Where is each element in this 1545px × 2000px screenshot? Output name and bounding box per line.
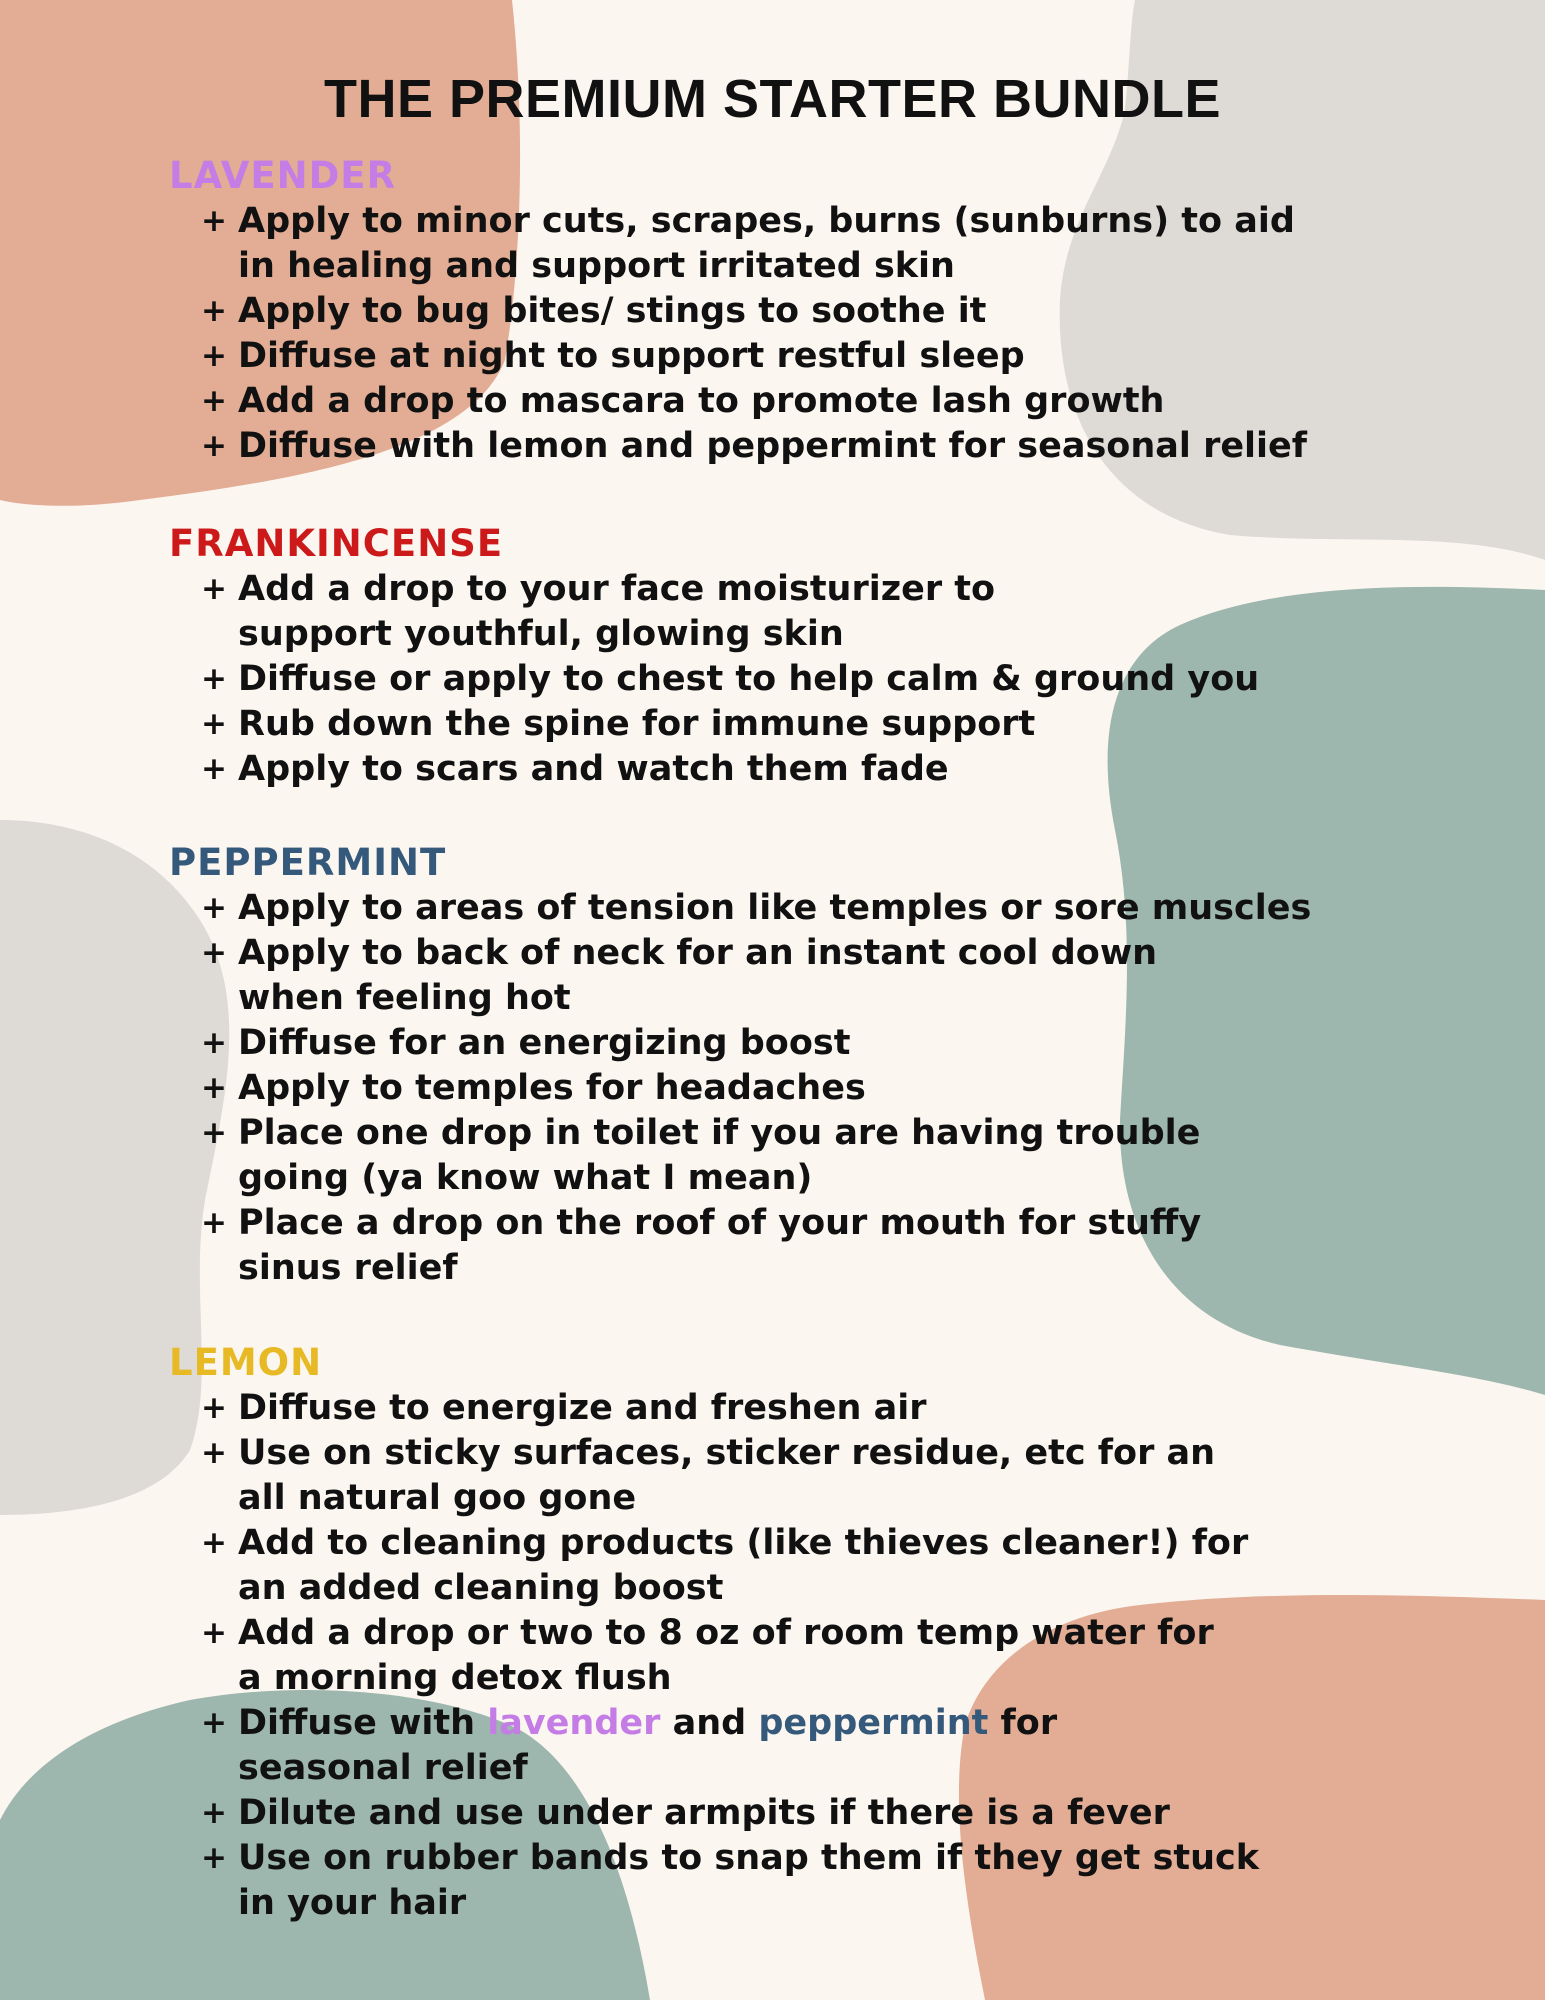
list-item [169, 1066, 1469, 1111]
plus-bullet-icon: + [201, 661, 227, 697]
plus-bullet-icon: + [201, 338, 227, 374]
item-line: Diffuse with lemon and peppermint for seasonal relief [238, 426, 1308, 466]
item-line [238, 1701, 1469, 1746]
item-line: Diffuse to energize and freshen air [238, 1388, 927, 1428]
plus-bullet-icon: + [201, 1705, 227, 1741]
plus-bullet-icon: + [201, 1615, 227, 1651]
text-segment: and [660, 1703, 759, 1743]
item-line: support youthful, glowing skin [238, 614, 844, 654]
section-heading-peppermint: PEPPERMINT [169, 841, 447, 884]
list-item [169, 289, 1469, 334]
list-item [169, 1111, 1469, 1201]
item-line: Dilute and use under armpits if there is a fever [238, 1793, 1170, 1833]
plus-bullet-icon: + [201, 1070, 227, 1106]
plus-bullet-icon: + [201, 890, 227, 926]
item-line: Place one drop in toilet if you are having trouble [238, 1113, 1201, 1153]
item-line: a morning detox flush [238, 1658, 672, 1698]
text-segment: seasonal relief [238, 1748, 528, 1788]
section-heading-lemon: LEMON [169, 1341, 323, 1384]
plus-bullet-icon: + [201, 1205, 227, 1241]
item-line: Use on rubber bands to snap them if they get stuck [238, 1838, 1260, 1878]
item-line: Diffuse for an energizing boost [238, 1023, 851, 1063]
plus-bullet-icon: + [201, 1795, 227, 1831]
list-item [169, 1701, 1469, 1791]
section-peppermint [169, 840, 1469, 1291]
item-line: Diffuse at night to support restful sleep [238, 336, 1025, 376]
list-item [169, 747, 1469, 792]
item-line: sinus relief [238, 1248, 458, 1288]
section-lavender [169, 153, 1469, 469]
list-item [169, 199, 1469, 289]
list-item [169, 424, 1469, 469]
item-list [169, 1386, 1469, 1926]
plus-bullet-icon: + [201, 203, 227, 239]
list-item [169, 334, 1469, 379]
item-line: Apply to back of neck for an instant cool down [238, 933, 1158, 973]
plus-bullet-icon: + [201, 1525, 227, 1561]
text-segment: for [988, 1703, 1058, 1743]
item-line: an added cleaning boost [238, 1568, 724, 1608]
list-item [169, 1611, 1469, 1701]
item-line: Apply to scars and watch them fade [238, 749, 949, 789]
list-item [169, 1431, 1469, 1521]
item-line: when feeling hot [238, 978, 571, 1018]
plus-bullet-icon: + [201, 293, 227, 329]
highlight-lavender: lavender [487, 1703, 661, 1743]
item-line: Place a drop on the roof of your mouth for stuffy [238, 1203, 1202, 1243]
item-line: Apply to temples for headaches [238, 1068, 866, 1108]
list-item [169, 1201, 1469, 1291]
item-list [169, 199, 1469, 469]
section-frankincense [169, 521, 1469, 792]
list-item [169, 657, 1469, 702]
plus-bullet-icon: + [201, 1115, 227, 1151]
item-line: Add a drop or two to 8 oz of room temp water for [238, 1613, 1214, 1653]
item-line: Apply to minor cuts, scrapes, burns (sunburns) to aid [238, 201, 1295, 241]
page-title: THE PREMIUM STARTER BUNDLE [324, 69, 1221, 129]
list-item [169, 1386, 1469, 1431]
section-heading-lavender: LAVENDER [169, 154, 397, 197]
plus-bullet-icon: + [201, 1840, 227, 1876]
item-list [169, 886, 1469, 1291]
list-item [169, 1791, 1469, 1836]
list-item [169, 379, 1469, 424]
item-line: all natural goo gone [238, 1478, 637, 1518]
item-list [169, 567, 1469, 792]
plus-bullet-icon: + [201, 428, 227, 464]
item-line: in healing and support irritated skin [238, 246, 955, 286]
list-item [169, 1021, 1469, 1066]
item-line: Diffuse or apply to chest to help calm & ground you [238, 659, 1260, 699]
item-line: Apply to bug bites/ stings to soothe it [238, 291, 987, 331]
item-line: Apply to areas of tension like temples or sore muscles [238, 888, 1312, 928]
item-line: Rub down the spine for immune support [238, 704, 1036, 744]
list-item [169, 1836, 1469, 1926]
list-item [169, 931, 1469, 1021]
item-line: in your hair [238, 1883, 467, 1923]
item-line [238, 1746, 1469, 1791]
item-line: Add a drop to your face moisturizer to [238, 569, 996, 609]
section-heading-frankincense: FRANKINCENSE [169, 522, 504, 565]
plus-bullet-icon: + [201, 751, 227, 787]
highlight-peppermint: peppermint [758, 1703, 989, 1743]
section-lemon [169, 1340, 1469, 1926]
item-line: going (ya know what I mean) [238, 1158, 813, 1198]
list-item [169, 567, 1469, 657]
list-item [169, 702, 1469, 747]
list-item [169, 886, 1469, 931]
item-line: Add to cleaning products (like thieves cleaner!) for [238, 1523, 1249, 1563]
item-line: Add a drop to mascara to promote lash growth [238, 381, 1165, 421]
text-segment: Diffuse with [238, 1703, 488, 1743]
plus-bullet-icon: + [201, 1435, 227, 1471]
item-line: Use on sticky surfaces, sticker residue, etc for an [238, 1433, 1216, 1473]
plus-bullet-icon: + [201, 706, 227, 742]
plus-bullet-icon: + [201, 571, 227, 607]
plus-bullet-icon: + [201, 1025, 227, 1061]
plus-bullet-icon: + [201, 1390, 227, 1426]
plus-bullet-icon: + [201, 935, 227, 971]
list-item [169, 1521, 1469, 1611]
plus-bullet-icon: + [201, 383, 227, 419]
